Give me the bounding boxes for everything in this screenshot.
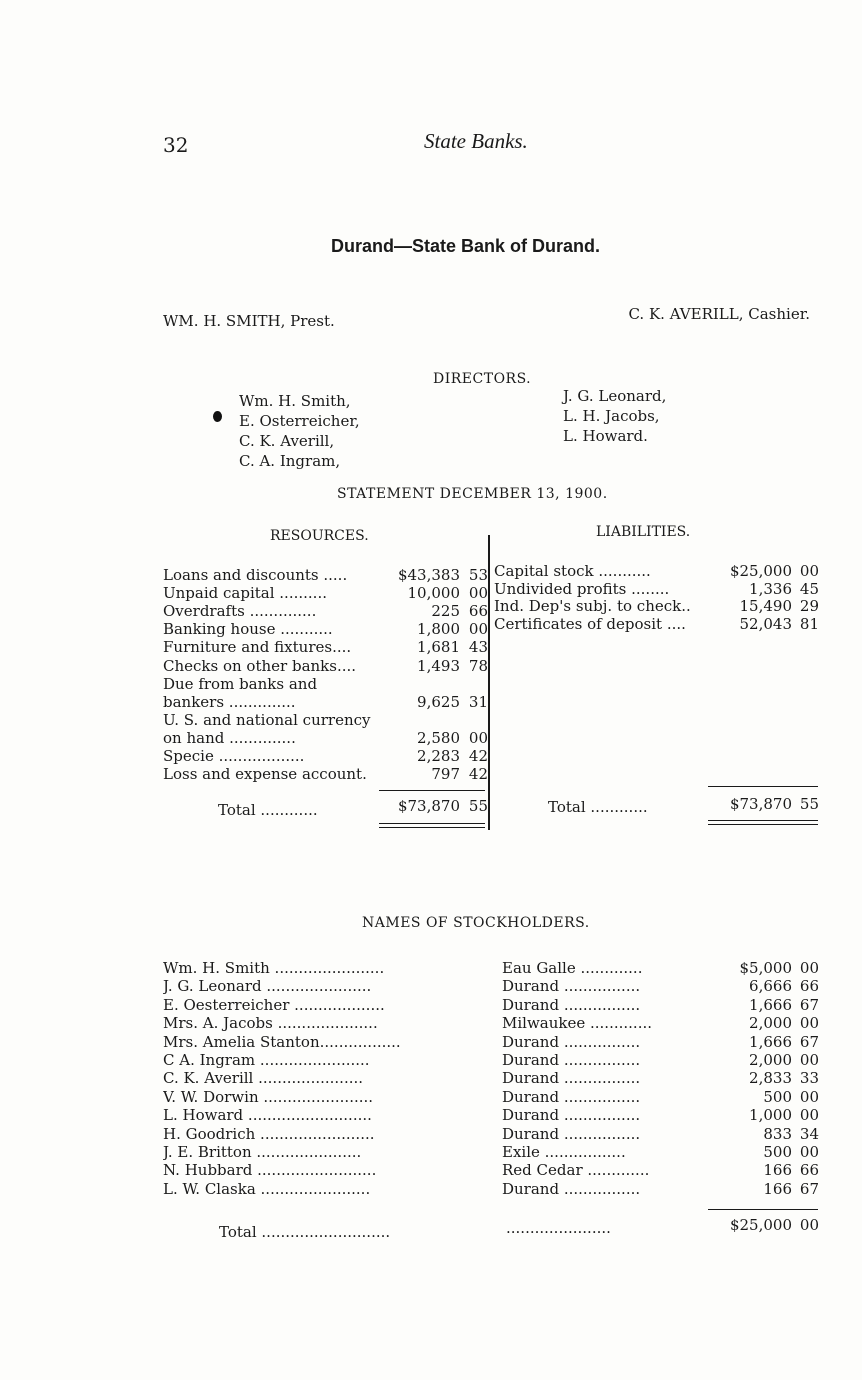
stockholder-name: E. Oesterreicher ................... <box>163 995 385 1014</box>
resource-label: Banking house ........... <box>163 620 333 639</box>
director-name: C. A. Ingram, <box>239 452 341 470</box>
resource-label: Furniture and fixtures.... <box>163 638 352 657</box>
resource-cents: 00 <box>468 728 488 747</box>
resource-amount: 9,625 <box>417 692 460 711</box>
stockholders-heading: NAMES OF STOCKHOLDERS. <box>362 915 590 931</box>
stockholders-total-label: Total ........................... <box>219 1223 391 1241</box>
liability-label: Capital stock ........... <box>494 562 651 580</box>
liabilities-double-rule <box>708 824 818 825</box>
stockholder-place: Durand ................ <box>502 995 641 1014</box>
stockholder-amount: 2,000 <box>749 1051 792 1069</box>
stockholder-cents: 67 <box>799 995 819 1014</box>
resources-total-label: Total ............ <box>218 801 318 819</box>
director-name: E. Osterreicher, <box>239 412 360 430</box>
stockholder-cents: 00 <box>799 1143 819 1161</box>
resource-row <box>0 747 862 765</box>
stockholder-name: L. W. Claska ....................... <box>163 1179 371 1198</box>
stockholder-name: Mrs. Amelia Stanton................. <box>163 1032 401 1051</box>
stockholder-place: Durand ................ <box>502 1069 641 1088</box>
resource-amount: 1,681 <box>417 638 460 657</box>
resource-label: U. S. and national currency <box>163 710 371 729</box>
stockholder-place: Durand ................ <box>502 1179 641 1198</box>
stockholder-cents: 33 <box>799 1069 819 1088</box>
ink-mark <box>213 411 222 422</box>
stockholder-cents: 34 <box>799 1124 819 1143</box>
stockholder-name: C A. Ingram ....................... <box>163 1051 370 1069</box>
resource-label: on hand .............. <box>163 728 296 747</box>
stockholder-row <box>0 1161 862 1179</box>
stockholder-place: Durand ................ <box>502 1106 641 1125</box>
stockholder-cents: 00 <box>799 1106 819 1125</box>
resource-cents: 43 <box>468 638 488 657</box>
stockholder-row <box>0 1125 862 1143</box>
stockholder-amount: 833 <box>763 1124 792 1143</box>
resource-cents: 31 <box>468 692 488 711</box>
stockholder-amount: 166 <box>763 1179 792 1198</box>
stockholder-cents: 00 <box>799 959 819 977</box>
resource-cents: 42 <box>468 765 488 784</box>
liability-row <box>0 597 862 615</box>
liability-amount: 15,490 <box>739 597 792 615</box>
stockholder-name: J. G. Leonard ...................... <box>163 977 372 996</box>
liability-label: Ind. Dep's subj. to check.. <box>494 597 691 615</box>
liabilities-total-label: Total ............ <box>548 798 648 816</box>
liability-cents: 00 <box>799 562 819 580</box>
liability-amount: $25,000 <box>729 562 792 580</box>
cashier: C. K. AVERILL, Cashier. <box>628 305 810 323</box>
stockholder-name: V. W. Dorwin ....................... <box>163 1087 374 1106</box>
resource-label: bankers .............. <box>163 692 296 711</box>
resource-label: Loans and discounts ..... <box>163 566 348 584</box>
director-name: J. G. Leonard, <box>563 387 667 405</box>
resource-amount: 2,580 <box>417 728 460 747</box>
stockholder-row <box>0 1106 862 1124</box>
page-number: 32 <box>163 133 189 157</box>
stockholder-row <box>0 1051 862 1069</box>
resource-cents: 66 <box>468 602 488 621</box>
resource-amount: 1,800 <box>417 620 460 639</box>
stockholder-cents: 00 <box>799 1014 819 1033</box>
stockholder-amount: 166 <box>763 1161 792 1180</box>
director-name: L. H. Jacobs, <box>563 407 660 425</box>
resource-row <box>0 675 862 693</box>
resource-cents: 00 <box>468 584 488 603</box>
stockholder-name: N. Hubbard ......................... <box>163 1161 377 1180</box>
stockholder-row <box>0 996 862 1014</box>
stockholder-row <box>0 1180 862 1198</box>
resource-row <box>0 693 862 711</box>
president: WM. H. SMITH, Prest. <box>163 312 335 330</box>
director-name: Wm. H. Smith, <box>239 392 351 410</box>
stockholder-row <box>0 1014 862 1032</box>
stockholder-cents: 00 <box>799 1051 819 1069</box>
stockholder-place: Durand ................ <box>502 1051 641 1069</box>
stockholder-amount: 2,833 <box>749 1069 792 1088</box>
resource-label: Checks on other banks.... <box>163 656 357 675</box>
resource-cents: 78 <box>468 656 488 675</box>
director-name: C. K. Averill, <box>239 432 335 450</box>
stockholder-amount: 2,000 <box>749 1014 792 1033</box>
resource-amount: 797 <box>431 765 460 784</box>
resources-double-rule <box>379 827 485 828</box>
liabilities-total-amount: $73,870 <box>729 795 792 813</box>
statement-heading: STATEMENT DECEMBER 13, 1900. <box>337 486 608 502</box>
liability-amount: 1,336 <box>749 579 792 598</box>
stockholder-row <box>0 1143 862 1161</box>
stockholder-cents: 66 <box>799 1161 819 1180</box>
liabilities-double-rule <box>708 820 818 821</box>
stockholder-amount: $5,000 <box>739 959 792 977</box>
liability-label: Undivided profits ........ <box>494 579 670 598</box>
resource-row <box>0 657 862 675</box>
stockholder-name: Mrs. A. Jacobs ..................... <box>163 1014 378 1033</box>
resource-label: Loss and expense account. <box>163 765 367 784</box>
stockholder-amount: 500 <box>763 1143 792 1161</box>
stockholder-name: C. K. Averill ...................... <box>163 1069 364 1088</box>
directors-heading: DIRECTORS. <box>433 371 532 387</box>
liability-cents: 81 <box>799 614 819 633</box>
liability-row <box>0 562 862 580</box>
stockholder-row <box>0 959 862 977</box>
resource-label: Due from banks and <box>163 674 318 693</box>
stockholder-place: Red Cedar ............. <box>502 1161 650 1180</box>
stockholder-amount: 1,000 <box>749 1106 792 1125</box>
stockholders-total-cents: 00 <box>799 1216 819 1234</box>
stockholder-place: Durand ................ <box>502 1087 641 1106</box>
resource-amount: $43,383 <box>397 566 460 584</box>
resources-double-rule <box>379 823 485 824</box>
liabilities-total-cents: 55 <box>799 795 819 813</box>
liability-row <box>0 615 862 633</box>
stockholders-rule <box>708 1209 818 1210</box>
stockholder-amount: 500 <box>763 1087 792 1106</box>
stockholder-amount: 6,666 <box>749 977 792 996</box>
resource-cents: 00 <box>468 620 488 639</box>
resource-row <box>0 711 862 729</box>
liabilities-rule <box>708 786 818 787</box>
resource-label: Specie .................. <box>163 747 305 765</box>
directors-left <box>239 391 360 471</box>
stockholder-place: Durand ................ <box>502 1032 641 1051</box>
resources-heading: RESOURCES. <box>270 528 369 544</box>
liability-cents: 45 <box>799 579 819 598</box>
stockholder-place: Exile ................. <box>502 1143 626 1161</box>
stockholder-name: H. Goodrich ........................ <box>163 1124 375 1143</box>
stockholder-cents: 66 <box>799 977 819 996</box>
stockholder-name: Wm. H. Smith ....................... <box>163 959 385 977</box>
resource-row <box>0 765 862 783</box>
resource-label: Unpaid capital .......... <box>163 584 327 603</box>
resource-label: Overdrafts .............. <box>163 602 317 621</box>
liability-cents: 29 <box>799 597 819 615</box>
resource-amount: 2,283 <box>417 747 460 765</box>
stockholder-place: Milwaukee ............. <box>502 1014 652 1033</box>
liability-amount: 52,043 <box>739 614 792 633</box>
stockholder-name: L. Howard .......................... <box>163 1106 372 1125</box>
stockholder-name: J. E. Britton ...................... <box>163 1143 362 1161</box>
stockholder-place: Durand ................ <box>502 977 641 996</box>
resource-amount: 225 <box>431 602 460 621</box>
directors-right <box>563 386 666 446</box>
resources-total-amount: $73,870 <box>397 797 460 815</box>
resource-amount: 1,493 <box>417 656 460 675</box>
director-name: L. Howard. <box>563 427 648 445</box>
resources-total-cents: 55 <box>468 797 488 815</box>
stockholder-place: Eau Galle ............. <box>502 959 643 977</box>
stockholder-row <box>0 1069 862 1087</box>
resource-cents: 53 <box>468 566 488 584</box>
stockholder-cents: 67 <box>799 1032 819 1051</box>
running-title: State Banks. <box>424 129 528 153</box>
stockholder-row <box>0 1033 862 1051</box>
stockholders-total-amount: $25,000 <box>729 1216 792 1234</box>
resource-row <box>0 638 862 656</box>
liability-row <box>0 580 862 598</box>
stockholders-total-dots: ...................... <box>506 1219 611 1237</box>
stockholder-place: Durand ................ <box>502 1124 641 1143</box>
liabilities-heading: LIABILITIES. <box>596 524 691 540</box>
stockholder-amount: 1,666 <box>749 995 792 1014</box>
resources-rule <box>379 790 485 791</box>
resource-cents: 42 <box>468 747 488 765</box>
resource-row <box>0 729 862 747</box>
resource-amount: 10,000 <box>407 584 460 603</box>
stockholder-amount: 1,666 <box>749 1032 792 1051</box>
bank-title: Durand—State Bank of Durand. <box>331 236 601 256</box>
stockholder-row <box>0 977 862 995</box>
stockholder-cents: 00 <box>799 1087 819 1106</box>
liability-label: Certificates of deposit .... <box>494 614 686 633</box>
stockholder-cents: 67 <box>799 1179 819 1198</box>
stockholder-row <box>0 1088 862 1106</box>
